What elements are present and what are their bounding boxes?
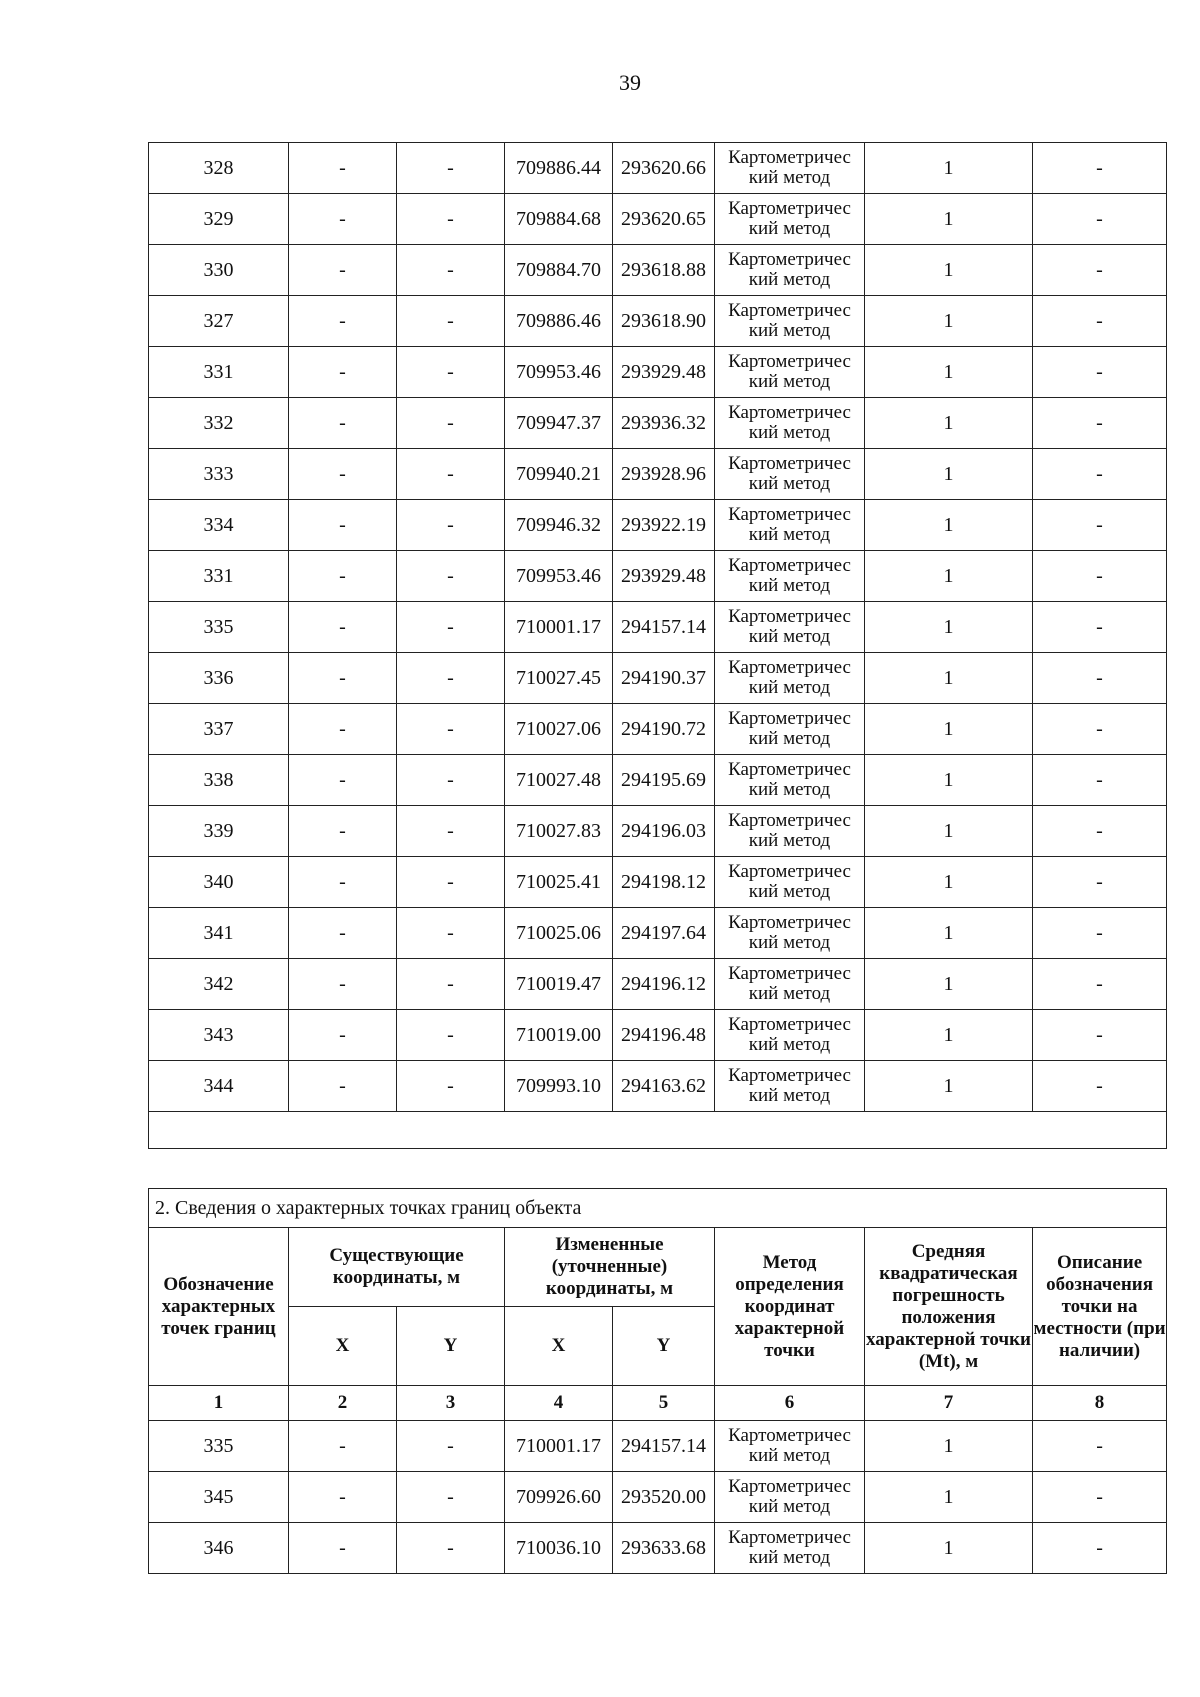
header-method: Метод определения координат характерной точки xyxy=(715,1228,865,1386)
cell-new-x: 709953.46 xyxy=(505,551,613,602)
table-row xyxy=(149,194,1167,245)
cell-method: Картометричес кий метод xyxy=(715,296,865,347)
cell-description: - xyxy=(1033,806,1167,857)
cell-point: 333 xyxy=(149,449,289,500)
cell-existing-y: - xyxy=(397,959,505,1010)
cell-method: Картометричес кий метод xyxy=(715,653,865,704)
cell-new-x: 709953.46 xyxy=(505,347,613,398)
header-description: Описание обозначения точки на местности (при наличии) xyxy=(1033,1228,1167,1386)
table-caption-row xyxy=(149,1189,1167,1228)
cell-point: 331 xyxy=(149,347,289,398)
table-row xyxy=(149,296,1167,347)
cell-new-y: 293620.66 xyxy=(613,143,715,194)
cell-new-y: 294196.48 xyxy=(613,1010,715,1061)
cell-point: 343 xyxy=(149,1010,289,1061)
cell-point: 339 xyxy=(149,806,289,857)
cell-new-y: 294195.69 xyxy=(613,755,715,806)
coordinates-table-body xyxy=(149,143,1167,1112)
cell-existing-x: - xyxy=(289,449,397,500)
cell-new-y: 294157.14 xyxy=(613,1421,715,1472)
cell-existing-y: - xyxy=(397,449,505,500)
cell-new-y: 293929.48 xyxy=(613,347,715,398)
table-row xyxy=(149,1010,1167,1061)
cell-mt: 1 xyxy=(865,755,1033,806)
cell-mt: 1 xyxy=(865,245,1033,296)
cell-existing-x: - xyxy=(289,704,397,755)
cell-new-x: 710027.48 xyxy=(505,755,613,806)
cell-method: Картометричес кий метод xyxy=(715,908,865,959)
cell-point: 344 xyxy=(149,1061,289,1112)
table-row xyxy=(149,1421,1167,1472)
cell-existing-x: - xyxy=(289,1472,397,1523)
cell-description: - xyxy=(1033,1421,1167,1472)
cell-new-y: 294157.14 xyxy=(613,602,715,653)
header-mt: Средняя квадратическая погрешность положения характерной точки (Mt), м xyxy=(865,1228,1033,1386)
cell-description: - xyxy=(1033,143,1167,194)
col-number: 8 xyxy=(1033,1386,1167,1421)
cell-new-y: 293520.00 xyxy=(613,1472,715,1523)
cell-description: - xyxy=(1033,398,1167,449)
cell-existing-x: - xyxy=(289,1061,397,1112)
cell-point: 336 xyxy=(149,653,289,704)
cell-existing-x: - xyxy=(289,653,397,704)
table-caption: 2. Сведения о характерных точках границ объекта xyxy=(149,1189,1167,1228)
cell-description: - xyxy=(1033,1472,1167,1523)
cell-existing-x: - xyxy=(289,1010,397,1061)
cell-point: 335 xyxy=(149,1421,289,1472)
cell-mt: 1 xyxy=(865,551,1033,602)
cell-new-y: 293618.88 xyxy=(613,245,715,296)
cell-mt: 1 xyxy=(865,704,1033,755)
cell-description: - xyxy=(1033,551,1167,602)
cell-existing-y: - xyxy=(397,143,505,194)
cell-new-y: 294190.72 xyxy=(613,704,715,755)
cell-new-x: 710019.00 xyxy=(505,1010,613,1061)
table-row xyxy=(149,1061,1167,1112)
cell-existing-x: - xyxy=(289,908,397,959)
table-row xyxy=(149,245,1167,296)
cell-existing-y: - xyxy=(397,1472,505,1523)
cell-description: - xyxy=(1033,653,1167,704)
cell-point: 331 xyxy=(149,551,289,602)
cell-new-y: 293620.65 xyxy=(613,194,715,245)
cell-existing-y: - xyxy=(397,347,505,398)
cell-mt: 1 xyxy=(865,1421,1033,1472)
table-row xyxy=(149,1472,1167,1523)
cell-new-x: 709947.37 xyxy=(505,398,613,449)
cell-existing-y: - xyxy=(397,704,505,755)
cell-mt: 1 xyxy=(865,296,1033,347)
cell-existing-y: - xyxy=(397,398,505,449)
cell-description: - xyxy=(1033,347,1167,398)
header-changed-y: Y xyxy=(613,1307,715,1386)
col-number: 6 xyxy=(715,1386,865,1421)
cell-new-x: 710027.45 xyxy=(505,653,613,704)
cell-new-y: 294163.62 xyxy=(613,1061,715,1112)
cell-existing-y: - xyxy=(397,857,505,908)
cell-point: 345 xyxy=(149,1472,289,1523)
table-row xyxy=(149,704,1167,755)
table-row xyxy=(149,500,1167,551)
cell-new-x: 710019.47 xyxy=(505,959,613,1010)
cell-existing-y: - xyxy=(397,551,505,602)
cell-new-y: 293929.48 xyxy=(613,551,715,602)
table-row xyxy=(149,857,1167,908)
cell-mt: 1 xyxy=(865,1523,1033,1574)
boundary-points-table xyxy=(148,1188,1167,1574)
header-changed-coords: Измененные (уточненные) координаты, м xyxy=(505,1228,715,1307)
cell-existing-x: - xyxy=(289,551,397,602)
cell-point: 334 xyxy=(149,500,289,551)
cell-point: 327 xyxy=(149,296,289,347)
cell-existing-x: - xyxy=(289,806,397,857)
cell-description: - xyxy=(1033,857,1167,908)
cell-new-x: 709940.21 xyxy=(505,449,613,500)
cell-mt: 1 xyxy=(865,1472,1033,1523)
cell-point: 338 xyxy=(149,755,289,806)
cell-new-y: 293928.96 xyxy=(613,449,715,500)
cell-existing-x: - xyxy=(289,500,397,551)
header-point: Обозначение характерных точек границ xyxy=(149,1228,289,1386)
cell-mt: 1 xyxy=(865,959,1033,1010)
header-changed-x: X xyxy=(505,1307,613,1386)
cell-new-x: 709886.44 xyxy=(505,143,613,194)
cell-method: Картометричес кий метод xyxy=(715,449,865,500)
cell-description: - xyxy=(1033,1523,1167,1574)
cell-mt: 1 xyxy=(865,449,1033,500)
col-number: 5 xyxy=(613,1386,715,1421)
cell-description: - xyxy=(1033,959,1167,1010)
cell-new-y: 293618.90 xyxy=(613,296,715,347)
table-row xyxy=(149,959,1167,1010)
cell-description: - xyxy=(1033,1010,1167,1061)
cell-existing-y: - xyxy=(397,296,505,347)
cell-existing-y: - xyxy=(397,602,505,653)
cell-method: Картометричес кий метод xyxy=(715,1472,865,1523)
cell-mt: 1 xyxy=(865,500,1033,551)
cell-method: Картометричес кий метод xyxy=(715,806,865,857)
page-number: 39 xyxy=(619,70,641,95)
cell-method: Картометричес кий метод xyxy=(715,602,865,653)
cell-point: 340 xyxy=(149,857,289,908)
table-row xyxy=(149,449,1167,500)
cell-new-x: 710001.17 xyxy=(505,1421,613,1472)
cell-method: Картометричес кий метод xyxy=(715,1010,865,1061)
cell-new-x: 710025.06 xyxy=(505,908,613,959)
cell-existing-y: - xyxy=(397,245,505,296)
cell-mt: 1 xyxy=(865,602,1033,653)
coordinates-table-continuation xyxy=(148,142,1167,1149)
cell-new-y: 293633.68 xyxy=(613,1523,715,1574)
cell-existing-x: - xyxy=(289,1523,397,1574)
cell-mt: 1 xyxy=(865,653,1033,704)
cell-method: Картометричес кий метод xyxy=(715,245,865,296)
cell-new-x: 710036.10 xyxy=(505,1523,613,1574)
cell-mt: 1 xyxy=(865,1061,1033,1112)
cell-new-x: 709993.10 xyxy=(505,1061,613,1112)
cell-method: Картометричес кий метод xyxy=(715,143,865,194)
cell-description: - xyxy=(1033,1061,1167,1112)
cell-existing-y: - xyxy=(397,1061,505,1112)
cell-new-x: 709884.68 xyxy=(505,194,613,245)
cell-point: 337 xyxy=(149,704,289,755)
cell-existing-y: - xyxy=(397,194,505,245)
cell-existing-y: - xyxy=(397,806,505,857)
cell-mt: 1 xyxy=(865,1010,1033,1061)
col-number: 7 xyxy=(865,1386,1033,1421)
table-row xyxy=(149,908,1167,959)
table-row xyxy=(149,653,1167,704)
cell-new-x: 710001.17 xyxy=(505,602,613,653)
cell-new-y: 294190.37 xyxy=(613,653,715,704)
cell-method: Картометричес кий метод xyxy=(715,1421,865,1472)
cell-method: Картометричес кий метод xyxy=(715,1523,865,1574)
cell-new-x: 709884.70 xyxy=(505,245,613,296)
cell-existing-x: - xyxy=(289,245,397,296)
cell-new-y: 294196.03 xyxy=(613,806,715,857)
col-number: 2 xyxy=(289,1386,397,1421)
cell-description: - xyxy=(1033,449,1167,500)
cell-new-x: 709886.46 xyxy=(505,296,613,347)
header-existing-y: Y xyxy=(397,1307,505,1386)
cell-existing-x: - xyxy=(289,143,397,194)
cell-existing-y: - xyxy=(397,1421,505,1472)
cell-point: 341 xyxy=(149,908,289,959)
cell-method: Картометричес кий метод xyxy=(715,755,865,806)
table-row xyxy=(149,143,1167,194)
cell-new-y: 294197.64 xyxy=(613,908,715,959)
table-row xyxy=(149,1523,1167,1574)
cell-method: Картометричес кий метод xyxy=(715,347,865,398)
boundary-points-body xyxy=(149,1421,1167,1574)
cell-new-y: 293936.32 xyxy=(613,398,715,449)
cell-point: 328 xyxy=(149,143,289,194)
cell-method: Картометричес кий метод xyxy=(715,194,865,245)
cell-new-x: 709946.32 xyxy=(505,500,613,551)
col-number: 1 xyxy=(149,1386,289,1421)
cell-existing-y: - xyxy=(397,755,505,806)
cell-existing-x: - xyxy=(289,194,397,245)
header-existing-coords: Существующие координаты, м xyxy=(289,1228,505,1307)
cell-existing-y: - xyxy=(397,1523,505,1574)
cell-mt: 1 xyxy=(865,143,1033,194)
col-number: 4 xyxy=(505,1386,613,1421)
col-number: 3 xyxy=(397,1386,505,1421)
cell-description: - xyxy=(1033,908,1167,959)
cell-existing-y: - xyxy=(397,653,505,704)
empty-footer-row xyxy=(149,1112,1167,1149)
cell-new-x: 710025.41 xyxy=(505,857,613,908)
cell-new-x: 710027.83 xyxy=(505,806,613,857)
cell-method: Картометричес кий метод xyxy=(715,959,865,1010)
cell-new-y: 294196.12 xyxy=(613,959,715,1010)
cell-description: - xyxy=(1033,296,1167,347)
cell-mt: 1 xyxy=(865,806,1033,857)
cell-new-x: 710027.06 xyxy=(505,704,613,755)
cell-point: 332 xyxy=(149,398,289,449)
cell-description: - xyxy=(1033,704,1167,755)
cell-existing-x: - xyxy=(289,857,397,908)
cell-new-x: 709926.60 xyxy=(505,1472,613,1523)
table-row xyxy=(149,755,1167,806)
cell-point: 329 xyxy=(149,194,289,245)
cell-existing-x: - xyxy=(289,1421,397,1472)
cell-point: 342 xyxy=(149,959,289,1010)
table-row xyxy=(149,806,1167,857)
cell-description: - xyxy=(1033,602,1167,653)
table-row xyxy=(149,347,1167,398)
cell-method: Картометричес кий метод xyxy=(715,551,865,602)
empty-footer-cell xyxy=(149,1112,1167,1149)
table-row xyxy=(149,602,1167,653)
cell-description: - xyxy=(1033,194,1167,245)
header-existing-x: X xyxy=(289,1307,397,1386)
cell-existing-x: - xyxy=(289,347,397,398)
cell-existing-y: - xyxy=(397,908,505,959)
cell-existing-y: - xyxy=(397,500,505,551)
cell-description: - xyxy=(1033,755,1167,806)
cell-existing-x: - xyxy=(289,959,397,1010)
cell-mt: 1 xyxy=(865,908,1033,959)
column-number-row xyxy=(149,1386,1167,1421)
cell-new-y: 294198.12 xyxy=(613,857,715,908)
cell-existing-x: - xyxy=(289,602,397,653)
cell-existing-x: - xyxy=(289,755,397,806)
table-row xyxy=(149,551,1167,602)
cell-description: - xyxy=(1033,245,1167,296)
cell-existing-x: - xyxy=(289,296,397,347)
cell-method: Картометричес кий метод xyxy=(715,1061,865,1112)
cell-method: Картометричес кий метод xyxy=(715,500,865,551)
cell-method: Картометричес кий метод xyxy=(715,857,865,908)
cell-method: Картометричес кий метод xyxy=(715,398,865,449)
cell-point: 335 xyxy=(149,602,289,653)
cell-mt: 1 xyxy=(865,398,1033,449)
cell-mt: 1 xyxy=(865,194,1033,245)
cell-existing-y: - xyxy=(397,1010,505,1061)
cell-mt: 1 xyxy=(865,857,1033,908)
cell-description: - xyxy=(1033,500,1167,551)
cell-existing-x: - xyxy=(289,398,397,449)
header-row xyxy=(149,1228,1167,1307)
cell-mt: 1 xyxy=(865,347,1033,398)
cell-method: Картометричес кий метод xyxy=(715,704,865,755)
cell-new-y: 293922.19 xyxy=(613,500,715,551)
cell-point: 330 xyxy=(149,245,289,296)
table-row xyxy=(149,398,1167,449)
cell-point: 346 xyxy=(149,1523,289,1574)
